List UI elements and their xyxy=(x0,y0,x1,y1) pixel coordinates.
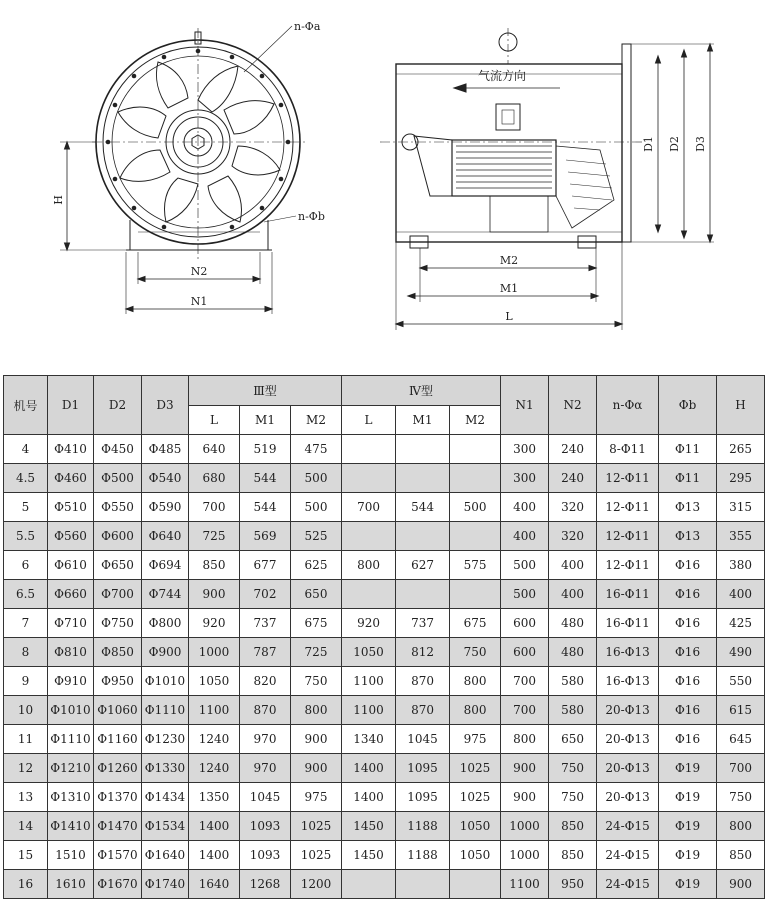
table-cell: 737 xyxy=(396,609,450,638)
table-cell: Φ610 xyxy=(48,551,94,580)
table-cell: 480 xyxy=(549,638,597,667)
table-cell: 900 xyxy=(291,725,342,754)
table-cell: 12-Φ11 xyxy=(597,522,659,551)
table-cell: 16-Φ11 xyxy=(597,609,659,638)
table-cell: 24-Φ15 xyxy=(597,812,659,841)
table-cell: 750 xyxy=(450,638,501,667)
table-cell: 480 xyxy=(549,609,597,638)
table-cell: 975 xyxy=(450,725,501,754)
table-cell: 702 xyxy=(240,580,291,609)
table-cell: 300 xyxy=(501,435,549,464)
table-cell: 700 xyxy=(501,696,549,725)
table-cell: Φ1330 xyxy=(142,754,189,783)
table-row xyxy=(4,667,765,696)
table-cell: Φ16 xyxy=(659,638,717,667)
table-cell: 1400 xyxy=(342,754,396,783)
table-cell: 700 xyxy=(189,493,240,522)
table-cell: 750 xyxy=(717,783,765,812)
header-phi-b: Φb xyxy=(659,376,717,435)
table-cell: 20-Φ13 xyxy=(597,725,659,754)
table-cell: 737 xyxy=(240,609,291,638)
table-cell: 15 xyxy=(4,841,48,870)
table-cell xyxy=(342,464,396,493)
table-cell: 400 xyxy=(501,522,549,551)
table-cell xyxy=(396,435,450,464)
table-cell: Φ460 xyxy=(48,464,94,493)
table-cell: Φ16 xyxy=(659,551,717,580)
table-cell: 800 xyxy=(291,696,342,725)
table-cell: 1200 xyxy=(291,870,342,899)
table-cell: 800 xyxy=(342,551,396,580)
table-cell: 500 xyxy=(291,493,342,522)
table-cell: 12-Φ11 xyxy=(597,464,659,493)
table-cell: Φ19 xyxy=(659,783,717,812)
table-cell: 850 xyxy=(549,812,597,841)
table-cell: 240 xyxy=(549,435,597,464)
table-cell: Φ1640 xyxy=(142,841,189,870)
table-cell: 12 xyxy=(4,754,48,783)
table-row xyxy=(4,812,765,841)
n1-dimension-label: N1 xyxy=(190,295,208,308)
table-cell: 970 xyxy=(240,754,291,783)
header-d1: D1 xyxy=(48,376,94,435)
table-cell: Φ600 xyxy=(94,522,142,551)
table-cell: Φ810 xyxy=(48,638,94,667)
table-cell: 544 xyxy=(396,493,450,522)
table-row xyxy=(4,522,765,551)
table-cell: 24-Φ15 xyxy=(597,841,659,870)
d2-dimension-label: D2 xyxy=(668,136,681,152)
table-cell: 425 xyxy=(717,609,765,638)
table-cell: 14 xyxy=(4,812,48,841)
table-cell: Φ744 xyxy=(142,580,189,609)
table-cell: 820 xyxy=(240,667,291,696)
table-cell: 295 xyxy=(717,464,765,493)
table-cell: 800 xyxy=(501,725,549,754)
table-cell: 1268 xyxy=(240,870,291,899)
table-cell: 1100 xyxy=(501,870,549,899)
table-cell: 8 xyxy=(4,638,48,667)
table-cell: 1045 xyxy=(396,725,450,754)
table-cell: 544 xyxy=(240,493,291,522)
table-row xyxy=(4,696,765,725)
table-cell: 1450 xyxy=(342,841,396,870)
d3-dimension-label: D3 xyxy=(694,136,707,152)
table-cell: 800 xyxy=(450,696,501,725)
table-cell: 1025 xyxy=(291,841,342,870)
table-cell: Φ13 xyxy=(659,522,717,551)
table-row xyxy=(4,870,765,899)
table-cell: 400 xyxy=(501,493,549,522)
table-cell: Φ13 xyxy=(659,493,717,522)
table-cell xyxy=(450,522,501,551)
table-cell: Φ16 xyxy=(659,696,717,725)
table-cell: 12-Φ11 xyxy=(597,493,659,522)
table-cell: Φ1060 xyxy=(94,696,142,725)
table-cell: 1095 xyxy=(396,754,450,783)
table-cell: 1640 xyxy=(189,870,240,899)
table-cell: 500 xyxy=(501,580,549,609)
fan-specification-table xyxy=(3,375,765,899)
table-cell: Φ1160 xyxy=(94,725,142,754)
table-cell: 1240 xyxy=(189,725,240,754)
table-cell: 900 xyxy=(501,783,549,812)
table-row xyxy=(4,638,765,667)
table-cell: 11 xyxy=(4,725,48,754)
table-body xyxy=(4,435,765,899)
table-cell xyxy=(450,870,501,899)
header-model: 机号 xyxy=(4,376,48,435)
table-cell: 850 xyxy=(549,841,597,870)
table-cell: 500 xyxy=(501,551,549,580)
table-cell: 240 xyxy=(549,464,597,493)
table-cell: 1050 xyxy=(342,638,396,667)
table-cell: Φ11 xyxy=(659,464,717,493)
table-cell: 680 xyxy=(189,464,240,493)
table-cell: 8-Φ11 xyxy=(597,435,659,464)
fan-dimension-drawing xyxy=(0,0,767,345)
table-cell: Φ510 xyxy=(48,493,94,522)
table-cell: 1000 xyxy=(501,841,549,870)
table-cell: 525 xyxy=(291,522,342,551)
table-cell: 1000 xyxy=(189,638,240,667)
table-cell: 615 xyxy=(717,696,765,725)
table-cell: 850 xyxy=(717,841,765,870)
table-cell: 12-Φ11 xyxy=(597,551,659,580)
table-cell: 975 xyxy=(291,783,342,812)
side-view xyxy=(380,28,714,330)
table-cell: 1100 xyxy=(342,667,396,696)
d1-dimension-label: D1 xyxy=(642,136,655,152)
table-cell: 400 xyxy=(549,580,597,609)
table-cell: 920 xyxy=(342,609,396,638)
table-row xyxy=(4,725,765,754)
table-cell: Φ710 xyxy=(48,609,94,638)
table-cell: 900 xyxy=(291,754,342,783)
table-cell: 600 xyxy=(501,638,549,667)
table-cell: 1000 xyxy=(501,812,549,841)
table-cell: 750 xyxy=(549,783,597,812)
table-cell: 675 xyxy=(450,609,501,638)
header-type4-l: L xyxy=(342,406,396,435)
table-cell: 1095 xyxy=(396,783,450,812)
table-cell: Φ1410 xyxy=(48,812,94,841)
table-cell: Φ1470 xyxy=(94,812,142,841)
table-cell: 1050 xyxy=(450,812,501,841)
table-cell: 1050 xyxy=(189,667,240,696)
table-cell: 920 xyxy=(189,609,240,638)
table-row xyxy=(4,435,765,464)
table-cell: 1188 xyxy=(396,841,450,870)
table-cell: 812 xyxy=(396,638,450,667)
table-cell: 1610 xyxy=(48,870,94,899)
table-cell: 725 xyxy=(189,522,240,551)
table-cell: 675 xyxy=(291,609,342,638)
table-cell xyxy=(450,580,501,609)
table-cell: 5.5 xyxy=(4,522,48,551)
table-cell: 315 xyxy=(717,493,765,522)
holes-a-label: n-Φa xyxy=(294,20,321,33)
table-cell: 1350 xyxy=(189,783,240,812)
table-cell: 725 xyxy=(291,638,342,667)
table-cell: 1400 xyxy=(189,812,240,841)
table-cell: 10 xyxy=(4,696,48,725)
table-cell: 870 xyxy=(240,696,291,725)
table-cell: 645 xyxy=(717,725,765,754)
table-cell: 870 xyxy=(396,696,450,725)
table-cell: Φ750 xyxy=(94,609,142,638)
table-cell: Φ700 xyxy=(94,580,142,609)
table-cell: Φ650 xyxy=(94,551,142,580)
table-cell: 800 xyxy=(717,812,765,841)
table-row xyxy=(4,551,765,580)
table-cell: Φ1434 xyxy=(142,783,189,812)
table-row xyxy=(4,841,765,870)
table-cell: 1510 xyxy=(48,841,94,870)
table-cell: 700 xyxy=(342,493,396,522)
table-cell: 1188 xyxy=(396,812,450,841)
table-cell: 900 xyxy=(501,754,549,783)
table-cell: 1050 xyxy=(450,841,501,870)
table-cell: 6.5 xyxy=(4,580,48,609)
table-cell: 625 xyxy=(291,551,342,580)
table-cell: 320 xyxy=(549,522,597,551)
header-type3-m2: M2 xyxy=(291,406,342,435)
airflow-direction-label: 气流方向 xyxy=(478,69,527,83)
table-cell: 16-Φ11 xyxy=(597,580,659,609)
header-d3: D3 xyxy=(142,376,189,435)
table-cell: 1025 xyxy=(291,812,342,841)
table-cell: Φ19 xyxy=(659,754,717,783)
header-d2: D2 xyxy=(94,376,142,435)
table-cell: 1093 xyxy=(240,841,291,870)
header-n2: N2 xyxy=(549,376,597,435)
header-h: H xyxy=(717,376,765,435)
table-cell: Φ640 xyxy=(142,522,189,551)
table-cell: Φ1670 xyxy=(94,870,142,899)
table-cell: Φ19 xyxy=(659,841,717,870)
table-cell: 9 xyxy=(4,667,48,696)
table-cell: 7 xyxy=(4,609,48,638)
table-cell: 950 xyxy=(549,870,597,899)
table-cell: 20-Φ13 xyxy=(597,754,659,783)
table-row xyxy=(4,783,765,812)
table-cell: 550 xyxy=(717,667,765,696)
table-cell: 870 xyxy=(396,667,450,696)
table-cell: 380 xyxy=(717,551,765,580)
table-cell: Φ16 xyxy=(659,609,717,638)
table-cell: Φ1110 xyxy=(48,725,94,754)
l-dimension-label: L xyxy=(505,310,513,323)
table-cell: 16 xyxy=(4,870,48,899)
table-cell: 265 xyxy=(717,435,765,464)
table-cell: 1045 xyxy=(240,783,291,812)
m2-dimension-label: M2 xyxy=(499,254,519,267)
table-cell: 4 xyxy=(4,435,48,464)
m1-dimension-label: M1 xyxy=(499,282,519,295)
table-cell: Φ11 xyxy=(659,435,717,464)
table-row xyxy=(4,609,765,638)
table-cell: 580 xyxy=(549,696,597,725)
holes-b-label: n-Φb xyxy=(298,210,325,223)
table-cell: Φ485 xyxy=(142,435,189,464)
header-n1: N1 xyxy=(501,376,549,435)
table-cell: Φ1310 xyxy=(48,783,94,812)
table-cell: 1100 xyxy=(342,696,396,725)
table-cell xyxy=(396,464,450,493)
table-cell: Φ590 xyxy=(142,493,189,522)
table-cell: 580 xyxy=(549,667,597,696)
table-cell: Φ1370 xyxy=(94,783,142,812)
header-type-3: Ⅲ型 xyxy=(189,376,342,406)
front-view xyxy=(60,26,306,314)
table-cell: 650 xyxy=(549,725,597,754)
table-cell: 1400 xyxy=(189,841,240,870)
table-row xyxy=(4,580,765,609)
table-cell: Φ450 xyxy=(94,435,142,464)
table-cell xyxy=(342,870,396,899)
table-cell: 1340 xyxy=(342,725,396,754)
table-cell: Φ1010 xyxy=(48,696,94,725)
table-cell: 900 xyxy=(189,580,240,609)
table-cell: Φ1110 xyxy=(142,696,189,725)
table-cell: 16-Φ13 xyxy=(597,638,659,667)
table-cell: 320 xyxy=(549,493,597,522)
table-cell xyxy=(342,522,396,551)
table-cell: Φ900 xyxy=(142,638,189,667)
header-n-phi-a: n-Φα xyxy=(597,376,659,435)
table-cell: 750 xyxy=(291,667,342,696)
table-cell: Φ800 xyxy=(142,609,189,638)
table-cell: 4.5 xyxy=(4,464,48,493)
table-cell: Φ16 xyxy=(659,725,717,754)
table-cell: 544 xyxy=(240,464,291,493)
table-cell: 500 xyxy=(450,493,501,522)
table-cell: 5 xyxy=(4,493,48,522)
table-cell: 850 xyxy=(189,551,240,580)
table-cell: 700 xyxy=(501,667,549,696)
table-cell: Φ1570 xyxy=(94,841,142,870)
table-cell: Φ1740 xyxy=(142,870,189,899)
table-cell: Φ16 xyxy=(659,580,717,609)
table-cell: 490 xyxy=(717,638,765,667)
table-cell: Φ540 xyxy=(142,464,189,493)
table-row xyxy=(4,464,765,493)
table-cell: 900 xyxy=(717,870,765,899)
table-cell: 569 xyxy=(240,522,291,551)
table-cell: 475 xyxy=(291,435,342,464)
table-cell: Φ950 xyxy=(94,667,142,696)
table-cell xyxy=(450,435,501,464)
n2-dimension-label: N2 xyxy=(190,265,208,278)
table-cell: Φ1210 xyxy=(48,754,94,783)
table-cell xyxy=(450,464,501,493)
table-cell: Φ660 xyxy=(48,580,94,609)
table-cell: Φ1534 xyxy=(142,812,189,841)
table-cell: 500 xyxy=(291,464,342,493)
table-cell: Φ1010 xyxy=(142,667,189,696)
table-cell: Φ410 xyxy=(48,435,94,464)
table-cell: 970 xyxy=(240,725,291,754)
table-cell: 800 xyxy=(450,667,501,696)
table-cell: 1025 xyxy=(450,783,501,812)
table-cell: Φ1230 xyxy=(142,725,189,754)
table-cell: 1450 xyxy=(342,812,396,841)
table-cell: 20-Φ13 xyxy=(597,783,659,812)
table-cell: Φ16 xyxy=(659,667,717,696)
table-cell: 355 xyxy=(717,522,765,551)
table-row xyxy=(4,493,765,522)
table-cell: 575 xyxy=(450,551,501,580)
table-cell: Φ550 xyxy=(94,493,142,522)
table-cell: 400 xyxy=(717,580,765,609)
table-cell: 16-Φ13 xyxy=(597,667,659,696)
table-cell: Φ910 xyxy=(48,667,94,696)
table-cell: Φ694 xyxy=(142,551,189,580)
table-cell: 24-Φ15 xyxy=(597,870,659,899)
table-cell: 1025 xyxy=(450,754,501,783)
table-cell: 750 xyxy=(549,754,597,783)
table-cell: 1093 xyxy=(240,812,291,841)
header-type-4: Ⅳ型 xyxy=(342,376,501,406)
table-cell: 300 xyxy=(501,464,549,493)
table-cell: Φ850 xyxy=(94,638,142,667)
header-type4-m2: M2 xyxy=(450,406,501,435)
table-cell: 6 xyxy=(4,551,48,580)
table-cell xyxy=(396,870,450,899)
table-cell: 627 xyxy=(396,551,450,580)
table-cell: Φ500 xyxy=(94,464,142,493)
header-type3-l: L xyxy=(189,406,240,435)
table-cell: Φ19 xyxy=(659,870,717,899)
table-cell: 1100 xyxy=(189,696,240,725)
table-cell: 519 xyxy=(240,435,291,464)
table-cell: 600 xyxy=(501,609,549,638)
table-cell: Φ560 xyxy=(48,522,94,551)
table-cell: 13 xyxy=(4,783,48,812)
table-cell: 400 xyxy=(549,551,597,580)
header-type4-m1: M1 xyxy=(396,406,450,435)
header-type3-m1: M1 xyxy=(240,406,291,435)
h-dimension-label: H xyxy=(52,195,65,205)
table-cell: Φ19 xyxy=(659,812,717,841)
table-cell: 1240 xyxy=(189,754,240,783)
table-cell: 640 xyxy=(189,435,240,464)
table-row xyxy=(4,754,765,783)
table-cell xyxy=(342,435,396,464)
table-cell: 20-Φ13 xyxy=(597,696,659,725)
table-cell: 700 xyxy=(717,754,765,783)
table-cell xyxy=(396,522,450,551)
table-cell: 650 xyxy=(291,580,342,609)
table-cell xyxy=(342,580,396,609)
table-cell: 677 xyxy=(240,551,291,580)
table-cell: 787 xyxy=(240,638,291,667)
table-cell xyxy=(396,580,450,609)
table-cell: 1400 xyxy=(342,783,396,812)
table-cell: Φ1260 xyxy=(94,754,142,783)
